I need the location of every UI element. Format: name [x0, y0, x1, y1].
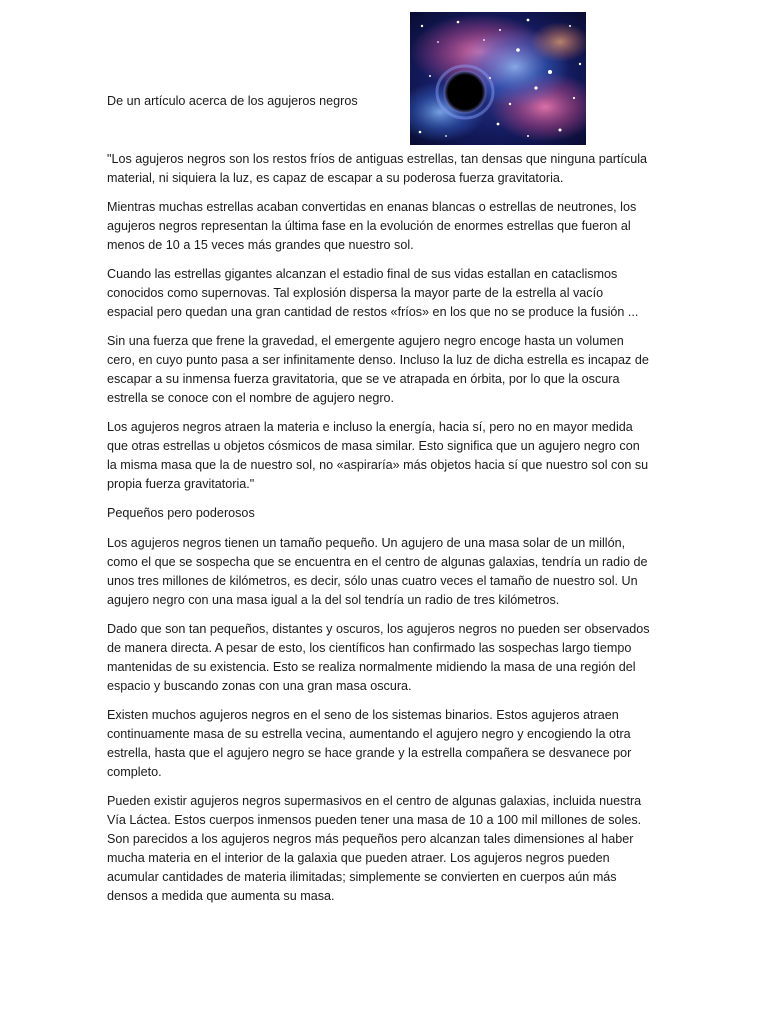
article-body	[107, 150, 652, 916]
black-hole-image	[410, 12, 586, 145]
paragraph-intro-quote: "Los agujeros negros son los restos fríos de antiguas estrellas, tan densas que ninguna partícula material, ni siquiera la luz, es capaz de escapar a su poderosa fuerza gravitatoria.	[107, 152, 648, 185]
paragraph-supernovas: Cuando las estrellas gigantes alcanzan el estadio final de sus vidas estallan en cataclismos conocidos como supernovas. Tal explosión dispersa la mayor parte de la estrella al vacío espacial pero quedan una gran cantidad de restos «fríos» en los que no se produce la fusión ...	[107, 267, 639, 319]
section-heading-small-powerful: Pequeños pero poderosos	[107, 506, 255, 520]
paragraph-attraction: Los agujeros negros atraen la materia e incluso la energía, hacia sí, pero no en mayor medida que otras estrellas u objetos cósmicos de masa similar. Esto significa que un agujero negro con la misma masa que la de nuestro sol, no «aspiraría» más objetos hacia sí que nuestro sol con su propia fuerza gravitatoria."	[107, 420, 649, 491]
paragraph-binary-systems: Existen muchos agujeros negros en el seno de los sistemas binarios. Estos agujeros atraen continuamente masa de su estrella vecina, aumentando el agujero negro y encogiendo la otra estrella, hasta que el agujero negro se hace grande y la estrella compañera se desvanece por completo.	[107, 708, 632, 779]
article-title: De un artículo acerca de los agujeros negros	[107, 94, 358, 108]
paragraph-gravity-collapse: Sin una fuerza que frene la gravedad, el emergente agujero negro encoge hasta un volumen cero, en cuyo punto pasa a ser infinitamente denso. Incluso la luz de dicha estrella es incapaz de escapar a su inmensa fuerza gravitatoria, que se ve atrapada en órbita, por lo que la oscura estrella se conoce con el nombre de agujero negro.	[107, 334, 649, 405]
paragraph-observation: Dado que son tan pequeños, distantes y oscuros, los agujeros negros no pueden ser observados de manera directa. A pesar de esto, los científicos han confirmado las sospechas largo tiempo mantenidas de su existencia. Esto se realiza normalmente midiendo la masa de una región del espacio y buscando zonas con una gran masa oscura.	[107, 622, 650, 693]
paragraph-stellar-evolution: Mientras muchas estrellas acaban convertidas en enanas blancas o estrellas de neutrones, los agujeros negros representan la última fase en la evolución de enormes estrellas que fueron al menos de 10 a 15 veces más grandes que nuestro sol.	[107, 200, 637, 252]
paragraph-size: Los agujeros negros tienen un tamaño pequeño. Un agujero de una masa solar de un millón, como el que se sospecha que se encuentra en el centro de algunas galaxias, tendría un radio de unos tres millones de kilómetros, es decir, sólo unas cuatro veces el tamaño de nuestro sol. Un agujero negro con una masa igual a la del sol tendría un radio de tres kilómetros.	[107, 536, 648, 607]
paragraph-supermassive: Pueden existir agujeros negros supermasivos en el centro de algunas galaxias, incluida nuestra Vía Láctea. Estos cuerpos inmensos pueden tener una masa de 10 a 100 mil millones de soles. Son parecidos a los agujeros negros más pequeños pero alcanzan tales dimensiones al haber mucha materia en el interior de la galaxia que pueden atraer. Los agujeros negros pueden acumular cantidades de materia ilimitadas; simplemente se convierten en cuerpos aún más densos a medida que aumenta su masa.	[107, 794, 642, 903]
